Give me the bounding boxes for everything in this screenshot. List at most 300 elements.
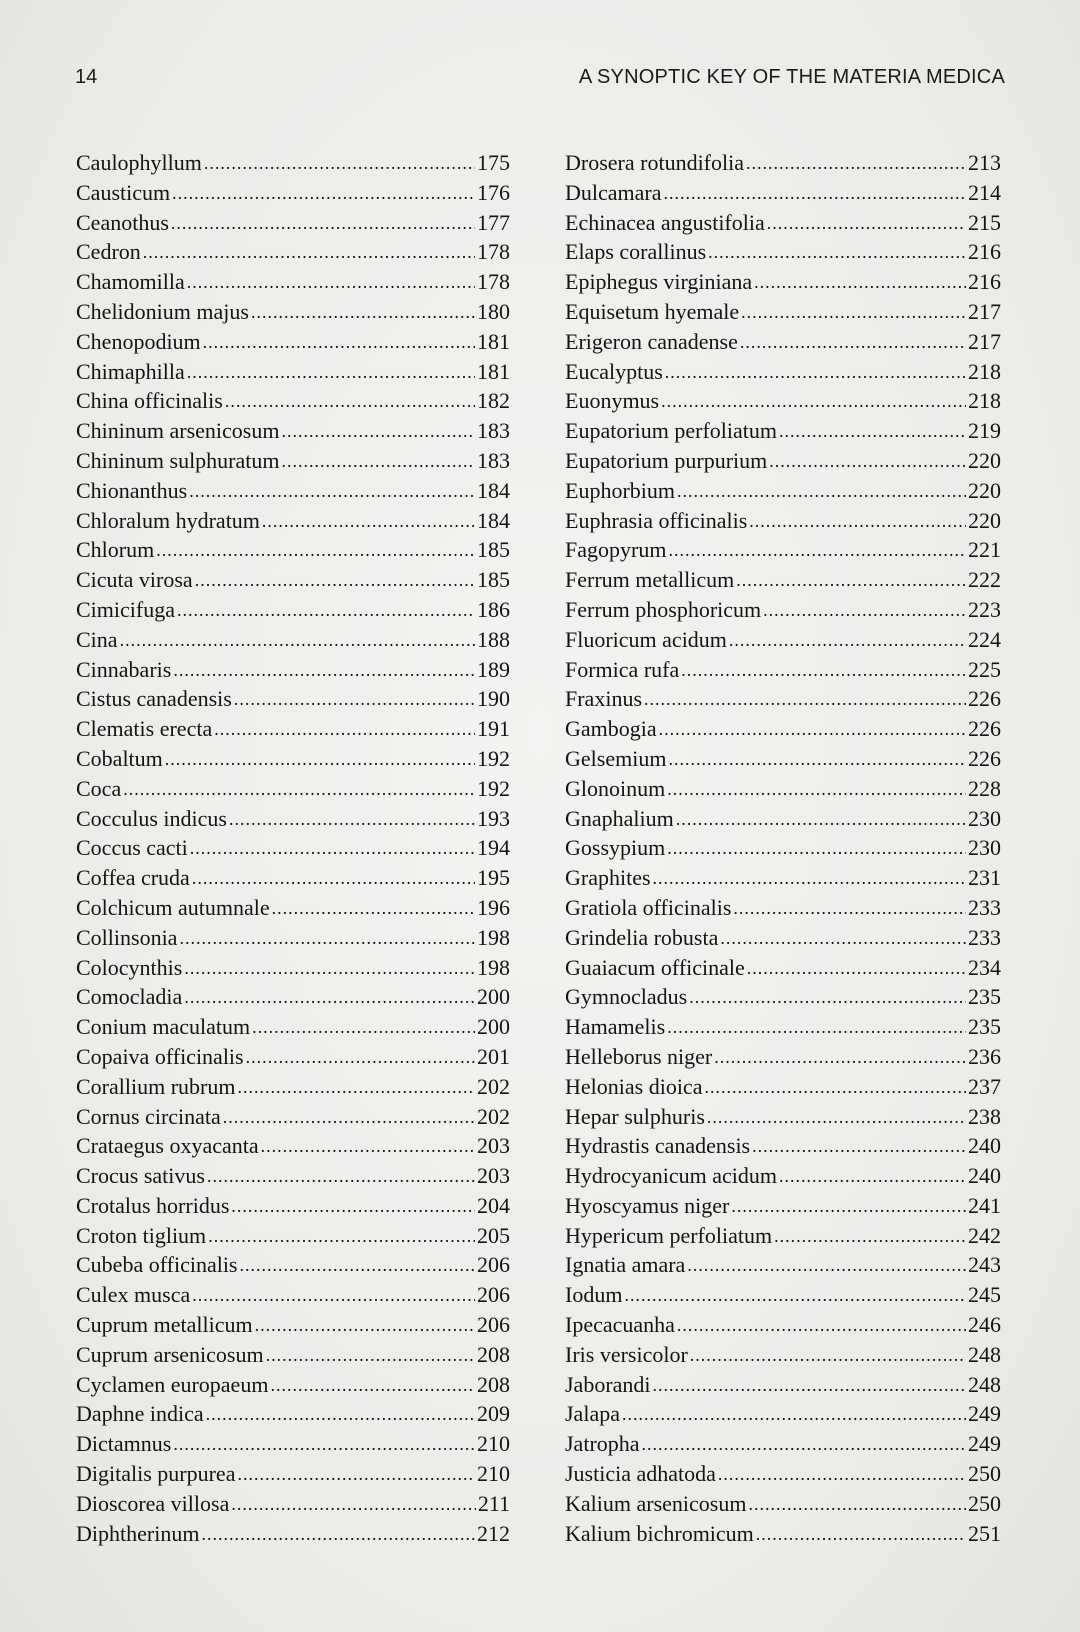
page-reference: 178 (477, 269, 510, 295)
index-entry (76, 327, 510, 357)
remedy-name: Chlorum (76, 537, 155, 563)
remedy-name: Cuprum arsenicosum (76, 1341, 264, 1367)
index-entry (565, 1340, 1001, 1370)
page-reference: 204 (477, 1192, 510, 1218)
page-reference: 203 (477, 1163, 510, 1189)
dot-leader (229, 805, 475, 835)
page-reference: 216 (968, 239, 1001, 265)
page-reference: 245 (968, 1282, 1001, 1308)
page-reference: 248 (968, 1341, 1001, 1367)
dot-leader (733, 894, 966, 924)
index-entry (565, 953, 1001, 983)
dot-leader (237, 1073, 475, 1103)
remedy-name: Causticum (76, 179, 171, 205)
dot-leader (231, 1490, 475, 1520)
index-entry (76, 1042, 510, 1072)
index-entry (565, 1489, 1001, 1519)
remedy-name: Dioscorea villosa (76, 1490, 230, 1516)
dot-leader (266, 1341, 475, 1371)
remedy-name: Fagopyrum (565, 537, 667, 563)
page-reference: 213 (968, 150, 1001, 175)
index-entry (565, 684, 1001, 714)
page-reference: 240 (968, 1133, 1001, 1159)
remedy-name: Colchicum autumnale (76, 894, 270, 920)
index-entry (76, 863, 510, 893)
index-entry (565, 327, 1001, 357)
page-reference: 208 (477, 1341, 510, 1367)
page-reference: 201 (477, 1043, 510, 1069)
page-reference: 222 (968, 567, 1001, 593)
index-entry (565, 208, 1001, 238)
dot-leader (184, 954, 475, 984)
dot-leader (203, 328, 475, 358)
dot-leader (120, 626, 475, 656)
remedy-name: Cedron (76, 239, 141, 265)
dot-leader (206, 1400, 475, 1430)
dot-leader (179, 924, 475, 954)
page-reference: 194 (477, 835, 510, 861)
index-entry (565, 1370, 1001, 1400)
index-entry (565, 178, 1001, 208)
index-entry (76, 357, 510, 387)
dot-leader (665, 358, 966, 388)
page-reference: 216 (968, 269, 1001, 295)
remedy-name: Kalium arsenicosum (565, 1490, 747, 1516)
index-entry (76, 476, 510, 506)
page-reference: 218 (968, 388, 1001, 414)
dot-leader (681, 656, 966, 686)
dot-leader (714, 1043, 966, 1073)
index-entry (76, 1191, 510, 1221)
page-reference: 226 (968, 716, 1001, 742)
page-reference: 200 (477, 984, 510, 1010)
dot-leader (677, 1311, 966, 1341)
remedy-name: Euphorbium (565, 477, 675, 503)
remedy-name: Culex musca (76, 1282, 191, 1308)
index-entry (565, 625, 1001, 655)
page-number: 14 (75, 66, 98, 88)
dot-leader (123, 775, 475, 805)
dot-leader (741, 298, 966, 328)
index-entry (565, 535, 1001, 565)
index-entry (565, 833, 1001, 863)
remedy-name: Crocus sativus (76, 1163, 205, 1189)
remedy-name: Formica rufa (565, 656, 680, 682)
index-entry (565, 804, 1001, 834)
dot-leader (223, 1103, 475, 1133)
remedy-name: Justicia adhatoda (565, 1461, 716, 1487)
remedy-name: Chenopodium (76, 328, 201, 354)
remedy-name: Ignatia amara (565, 1252, 686, 1278)
dot-leader (707, 1103, 966, 1133)
dot-leader (237, 1460, 475, 1490)
remedy-name: Helleborus niger (565, 1043, 713, 1069)
page-reference: 185 (477, 537, 510, 563)
index-entry (76, 684, 510, 714)
dot-leader (668, 536, 966, 566)
dot-leader (622, 1400, 966, 1430)
page-reference: 190 (477, 686, 510, 712)
page-reference: 230 (968, 835, 1001, 861)
page-reference: 209 (477, 1401, 510, 1427)
remedy-name: Gymnocladus (565, 984, 688, 1010)
remedy-name: Cobaltum (76, 745, 163, 771)
page-reference: 220 (968, 507, 1001, 533)
page-reference: 236 (968, 1043, 1001, 1069)
index-entry (76, 237, 510, 267)
index-entry (565, 982, 1001, 1012)
index-entry (76, 1221, 510, 1251)
dot-leader (708, 238, 966, 268)
page-reference: 202 (477, 1073, 510, 1099)
remedy-name: Dulcamara (565, 179, 662, 205)
dot-leader (690, 1341, 966, 1371)
remedy-name: Coca (76, 775, 122, 801)
remedy-name: Cinnabaris (76, 656, 172, 682)
page-reference: 211 (477, 1490, 510, 1516)
page-reference: 205 (477, 1222, 510, 1248)
dot-leader (653, 864, 966, 894)
remedy-name: Jalapa (565, 1401, 620, 1427)
index-entry (76, 1310, 510, 1340)
dot-leader (748, 1490, 966, 1520)
running-title: A SYNOPTIC KEY OF THE MATERIA MEDICA (578, 66, 1005, 88)
index-entry (565, 655, 1001, 685)
remedy-name: Elaps corallinus (565, 239, 707, 265)
remedy-name: China officinalis (76, 388, 223, 414)
index-entry (76, 774, 510, 804)
remedy-name: Gratiola officinalis (565, 894, 732, 920)
dot-leader (207, 1162, 475, 1192)
index-entry (76, 148, 510, 178)
dot-leader (779, 417, 966, 447)
index-entry (565, 148, 1001, 178)
dot-leader (667, 834, 966, 864)
page-reference: 189 (477, 656, 510, 682)
remedy-name: Diphtherinum (76, 1520, 200, 1546)
index-entry (565, 1280, 1001, 1310)
remedy-name: Corallium rubrum (76, 1073, 236, 1099)
remedy-name: Croton tiglium (76, 1222, 207, 1248)
dot-leader (165, 745, 475, 775)
dot-leader (624, 1281, 966, 1311)
dot-leader (763, 596, 966, 626)
dot-leader (664, 179, 967, 209)
dot-leader (272, 894, 475, 924)
remedy-name: Comocladia (76, 984, 183, 1010)
index-entry (565, 744, 1001, 774)
index-entry (76, 178, 510, 208)
page-reference: 231 (968, 865, 1001, 891)
remedy-name: Cuprum metallicum (76, 1312, 253, 1338)
index-entry (565, 714, 1001, 744)
dot-leader (184, 983, 475, 1013)
index-entry (565, 357, 1001, 387)
dot-leader (677, 477, 966, 507)
index-entry (565, 1131, 1001, 1161)
index-column-left (76, 148, 510, 1548)
remedy-name: Ferrum metallicum (565, 567, 735, 593)
index-entry (76, 833, 510, 863)
dot-leader (234, 685, 475, 715)
dot-leader (746, 149, 966, 179)
dot-leader (281, 417, 475, 447)
page-reference: 193 (477, 805, 510, 831)
index-entry (565, 893, 1001, 923)
dot-leader (208, 1222, 475, 1252)
index-entry (76, 595, 510, 625)
index-entry (76, 1250, 510, 1280)
dot-leader (653, 1371, 966, 1401)
dot-leader (668, 745, 966, 775)
index-entry (565, 1459, 1001, 1489)
index-entry (565, 1399, 1001, 1429)
dot-leader (173, 1430, 475, 1460)
dot-leader (754, 268, 966, 298)
remedy-name: Crataegus oxyacanta (76, 1133, 259, 1159)
remedy-name: Dictamnus (76, 1431, 172, 1457)
index-entry (565, 863, 1001, 893)
dot-leader (177, 596, 475, 626)
dot-leader (687, 1251, 966, 1281)
page-reference: 233 (968, 924, 1001, 950)
dot-leader (251, 298, 475, 328)
remedy-name: Glonoinum (565, 775, 666, 801)
index-entry (565, 1102, 1001, 1132)
remedy-name: Cimicifuga (76, 596, 175, 622)
page-reference: 192 (477, 745, 510, 771)
index-entry (76, 625, 510, 655)
dot-leader (187, 358, 475, 388)
remedy-name: Hydrastis canadensis (565, 1133, 751, 1159)
page-reference: 184 (477, 507, 510, 533)
index-entry (565, 506, 1001, 536)
page-reference: 237 (968, 1073, 1001, 1099)
dot-leader (644, 685, 966, 715)
remedy-name: Graphites (565, 865, 651, 891)
page-reference: 196 (477, 894, 510, 920)
page-reference: 249 (968, 1401, 1001, 1427)
remedy-name: Digitalis purpurea (76, 1461, 236, 1487)
dot-leader (747, 954, 966, 984)
page-reference: 214 (968, 179, 1001, 205)
dot-leader (240, 1251, 476, 1281)
remedy-name: Euphrasia officinalis (565, 507, 748, 533)
index-entry (76, 1161, 510, 1191)
index-entry (565, 1519, 1001, 1549)
index-entry (76, 655, 510, 685)
page-reference: 220 (968, 477, 1001, 503)
page-reference: 202 (477, 1103, 510, 1129)
remedy-name: Gelsemium (565, 745, 667, 771)
dot-leader (659, 715, 966, 745)
index-entry (565, 267, 1001, 297)
dot-leader (172, 179, 475, 209)
dot-leader (718, 1460, 966, 1490)
page-reference: 249 (968, 1431, 1001, 1457)
page-reference: 235 (968, 984, 1001, 1010)
index-entry (565, 1072, 1001, 1102)
remedy-name: Caulophyllum (76, 150, 202, 175)
dot-leader (689, 983, 966, 1013)
index-entry (76, 297, 510, 327)
page-reference: 210 (477, 1431, 510, 1457)
dot-leader (262, 507, 475, 537)
remedy-name: Chamomilla (76, 269, 185, 295)
remedy-name: Drosera rotundifolia (565, 150, 744, 175)
dot-leader (192, 864, 475, 894)
page-reference: 177 (477, 209, 510, 235)
dot-leader (740, 328, 966, 358)
index-entry (76, 386, 510, 416)
page-reference: 195 (477, 865, 510, 891)
index-entry (565, 386, 1001, 416)
page-reference: 248 (968, 1371, 1001, 1397)
remedy-name: Gnaphalium (565, 805, 674, 831)
page-reference: 217 (968, 328, 1001, 354)
dot-leader (774, 1222, 966, 1252)
remedy-name: Conium maculatum (76, 1014, 251, 1040)
page-reference: 234 (968, 954, 1001, 980)
index-entry (565, 416, 1001, 446)
dot-leader (192, 1281, 475, 1311)
dot-leader (204, 149, 475, 179)
index-entry (565, 1221, 1001, 1251)
page-reference: 241 (968, 1192, 1001, 1218)
remedy-name: Cyclamen europaeum (76, 1371, 269, 1397)
page-reference: 185 (477, 567, 510, 593)
index-entry (565, 595, 1001, 625)
page-reference: 230 (968, 805, 1001, 831)
index-entry (565, 1310, 1001, 1340)
index-entry (76, 535, 510, 565)
index-entry (76, 953, 510, 983)
index-entry (76, 1072, 510, 1102)
remedy-name: Iodum (565, 1282, 623, 1308)
page-reference: 220 (968, 447, 1001, 473)
dot-leader (189, 477, 475, 507)
index-entry (565, 565, 1001, 595)
page-reference: 184 (477, 477, 510, 503)
dot-leader (282, 447, 476, 477)
index-entry (565, 476, 1001, 506)
index-entry (76, 744, 510, 774)
page-reference: 221 (968, 537, 1001, 563)
dot-leader (252, 1013, 475, 1043)
dot-leader (661, 387, 966, 417)
page-reference: 198 (477, 954, 510, 980)
page-reference: 182 (477, 388, 510, 414)
dot-leader (642, 1430, 966, 1460)
index-entry (76, 565, 510, 595)
dot-leader (270, 1371, 475, 1401)
remedy-name: Gambogia (565, 716, 657, 742)
page-reference: 250 (968, 1490, 1001, 1516)
remedy-name: Hypericum perfoliatum (565, 1222, 773, 1248)
page-reference: 246 (968, 1312, 1001, 1338)
page-reference: 186 (477, 596, 510, 622)
index-entry (76, 982, 510, 1012)
index-entry (565, 237, 1001, 267)
dot-leader (201, 1520, 475, 1550)
page-reference: 215 (968, 209, 1001, 235)
index-entry (76, 1489, 510, 1519)
index-entry (565, 1042, 1001, 1072)
dot-leader (173, 656, 475, 686)
page-reference: 203 (477, 1133, 510, 1159)
remedy-name: Equisetum hyemale (565, 298, 740, 324)
index-entry (76, 1131, 510, 1161)
page-reference: 226 (968, 745, 1001, 771)
dot-leader (261, 1132, 475, 1162)
remedy-name: Cistus canadensis (76, 686, 232, 712)
remedy-name: Epiphegus virginiana (565, 269, 753, 295)
page-reference: 188 (477, 626, 510, 652)
remedy-name: Daphne indica (76, 1401, 204, 1427)
dot-leader (225, 387, 475, 417)
remedy-name: Grindelia robusta (565, 924, 719, 950)
remedy-name: Cicuta virosa (76, 567, 193, 593)
remedy-name: Ipecacuanha (565, 1312, 675, 1338)
remedy-name: Eucalyptus (565, 358, 663, 384)
remedy-name: Cocculus indicus (76, 805, 227, 831)
index-entry (565, 923, 1001, 953)
remedy-name: Jaborandi (565, 1371, 651, 1397)
remedy-name: Collinsonia (76, 924, 178, 950)
page-reference: 250 (968, 1461, 1001, 1487)
page-reference: 243 (968, 1252, 1001, 1278)
page-reference: 225 (968, 656, 1001, 682)
index-entry (76, 893, 510, 923)
remedy-name: Eupatorium perfoliatum (565, 418, 777, 444)
index-entry (76, 267, 510, 297)
dot-leader (731, 1192, 966, 1222)
remedy-name: Echinacea angustifolia (565, 209, 765, 235)
index-entry (565, 1429, 1001, 1459)
index-entry (76, 1280, 510, 1310)
dot-leader (720, 924, 966, 954)
page-reference: 180 (477, 298, 510, 324)
dot-leader (767, 209, 966, 239)
remedy-name: Chelidonium majus (76, 298, 249, 324)
remedy-name: Fraxinus (565, 686, 642, 712)
page-reference: 208 (477, 1371, 510, 1397)
remedy-name: Kalium bichromicum (565, 1520, 754, 1546)
index-entry (565, 1161, 1001, 1191)
dot-leader (779, 1162, 966, 1192)
dot-leader (246, 1043, 475, 1073)
page-reference: 233 (968, 894, 1001, 920)
index-entry (76, 1519, 510, 1549)
dot-leader (676, 805, 966, 835)
index-entry (76, 714, 510, 744)
dot-leader (704, 1073, 966, 1103)
remedy-name: Chininum arsenicosum (76, 418, 280, 444)
remedy-name: Fluoricum acidum (565, 626, 727, 652)
remedy-name: Ferrum phosphoricum (565, 596, 762, 622)
remedy-name: Hydrocyanicum acidum (565, 1163, 777, 1189)
dot-leader (667, 775, 966, 805)
dot-leader (749, 507, 966, 537)
dot-leader (752, 1132, 966, 1162)
remedy-name: Chimaphilla (76, 358, 185, 384)
remedy-name: Euonymus (565, 388, 660, 414)
index-entry (565, 1012, 1001, 1042)
dot-leader (214, 715, 475, 745)
page-reference: 217 (968, 298, 1001, 324)
page-reference: 238 (968, 1103, 1001, 1129)
page-reference: 206 (477, 1312, 510, 1338)
